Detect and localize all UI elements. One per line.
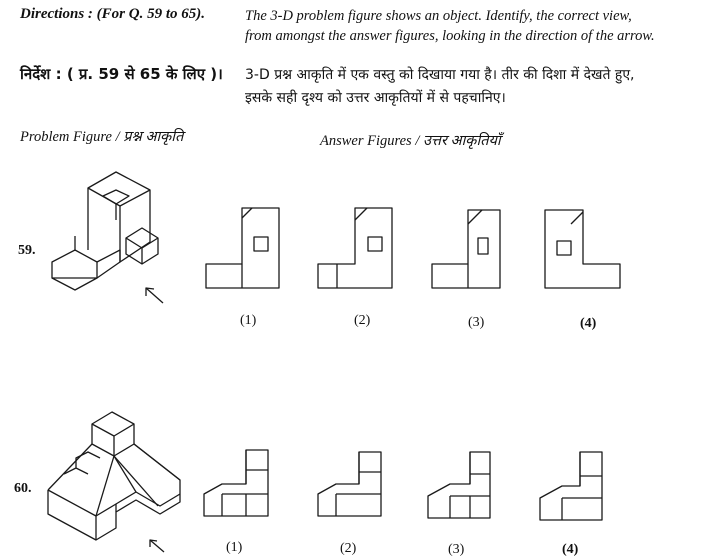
q60-option-3-label: (3) — [448, 542, 465, 557]
q60-answer-1 — [204, 450, 268, 516]
q59-option-3-label: (3) — [468, 315, 485, 330]
q60-answer-3 — [428, 452, 490, 518]
directions-line-1: The 3-D problem figure shows an object. Identify, the correct view, — [245, 8, 632, 24]
answer-figures-header: Answer Figures / उत्तर आकृतियाँ — [320, 133, 501, 149]
q59-option-4-label: (4) — [580, 316, 597, 331]
directions-label: Directions : (For Q. 59 to 65). — [20, 6, 205, 22]
q60-option-1-label: (1) — [226, 540, 243, 555]
q60-option-4-label: (4) — [562, 542, 579, 557]
directions-line-2: from amongst the answer figures, looking in the direction of the arrow. — [245, 28, 655, 44]
question-59-number: 59. — [18, 243, 36, 258]
q60-answer-2 — [318, 452, 381, 516]
question-60-number: 60. — [14, 481, 32, 496]
q60-answer-4 — [540, 452, 602, 520]
hindi-line-2: इसके सही दृश्य को उत्तर आकृतियों में से पहचानिए। — [245, 90, 506, 106]
q59-option-1-label: (1) — [240, 313, 257, 328]
hindi-line-1: 3-D प्रश्न आकृति में एक वस्तु को दिखाया गया है। तीर की दिशा में देखते हुए, — [245, 67, 635, 83]
q60-option-2-label: (2) — [340, 541, 357, 556]
problem-figure-header: Problem Figure / प्रश्न आकृति — [20, 129, 184, 145]
hindi-directions-label: निर्देश : ( प्र. 59 से 65 के लिए )। — [20, 65, 223, 83]
q59-option-2-label: (2) — [354, 313, 371, 328]
